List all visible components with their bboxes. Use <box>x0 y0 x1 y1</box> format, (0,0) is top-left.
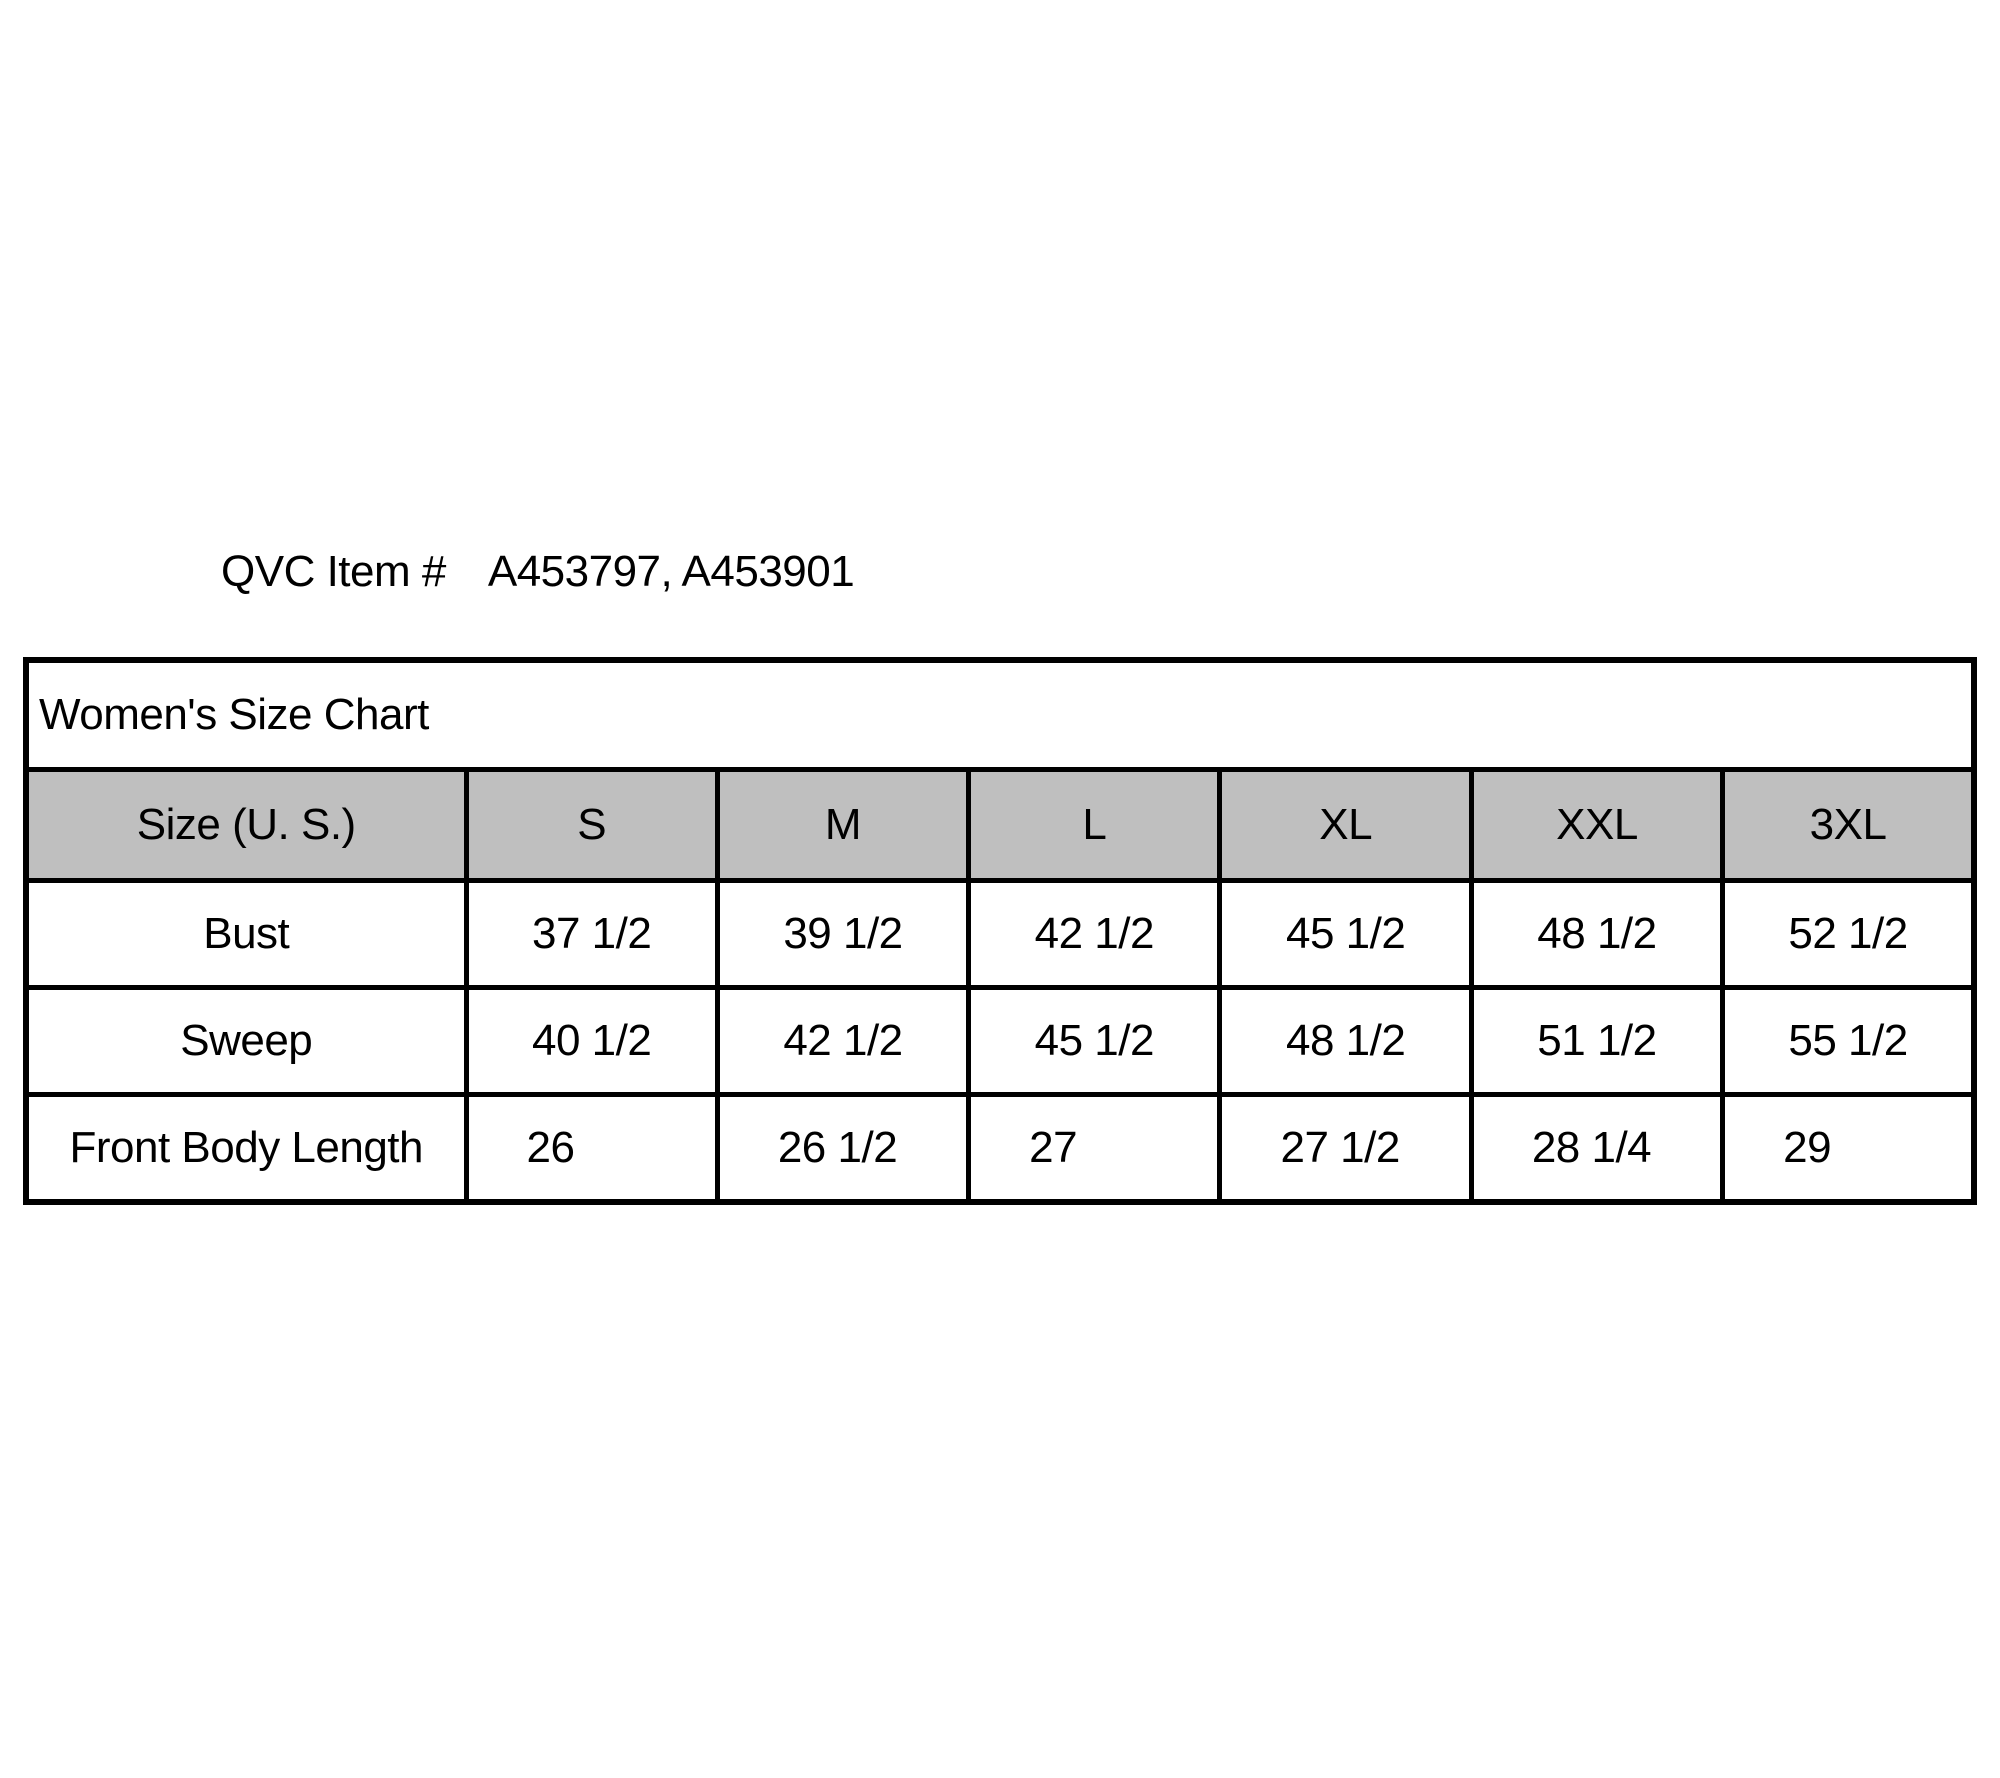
cell-bust-l: 42 1/2 <box>969 881 1220 988</box>
cell-front-body-length-xxl: 28 1/4 <box>1471 1095 1722 1203</box>
column-header-l: L <box>969 770 1220 881</box>
size-chart-table <box>23 657 1977 1205</box>
table-header-row <box>26 770 1974 881</box>
cell-front-body-length-3xl: 29 <box>1723 1095 1974 1203</box>
column-header-s: S <box>466 770 717 881</box>
column-header-xl: XL <box>1220 770 1471 881</box>
cell-front-body-length-s: 26 <box>466 1095 717 1203</box>
cell-bust-3xl: 52 1/2 <box>1723 881 1974 988</box>
table-row-front-body-length <box>26 1095 1974 1203</box>
column-header-3xl: 3XL <box>1723 770 1974 881</box>
item-number-label: QVC Item # <box>221 547 446 596</box>
cell-sweep-xxl: 51 1/2 <box>1471 988 1722 1095</box>
cell-bust-xxl: 48 1/2 <box>1471 881 1722 988</box>
table-row-bust <box>26 881 1974 988</box>
row-label-front-body-length: Front Body Length <box>26 1095 466 1203</box>
cell-sweep-s: 40 1/2 <box>466 988 717 1095</box>
column-header-size-us: Size (U. S.) <box>26 770 466 881</box>
cell-bust-m: 39 1/2 <box>717 881 968 988</box>
cell-bust-s: 37 1/2 <box>466 881 717 988</box>
cell-sweep-l: 45 1/2 <box>969 988 1220 1095</box>
table-row-sweep <box>26 988 1974 1095</box>
cell-sweep-3xl: 55 1/2 <box>1723 988 1974 1095</box>
cell-sweep-xl: 48 1/2 <box>1220 988 1471 1095</box>
item-number-values: A453797, A453901 <box>487 547 855 596</box>
table-title-row <box>26 660 1974 770</box>
table-title: Women's Size Chart <box>26 660 1974 770</box>
item-number-line <box>221 547 855 596</box>
cell-bust-xl: 45 1/2 <box>1220 881 1471 988</box>
column-header-m: M <box>717 770 968 881</box>
cell-sweep-m: 42 1/2 <box>717 988 968 1095</box>
row-label-bust: Bust <box>26 881 466 988</box>
cell-front-body-length-l: 27 <box>969 1095 1220 1203</box>
cell-front-body-length-m: 26 1/2 <box>717 1095 968 1203</box>
row-label-sweep: Sweep <box>26 988 466 1095</box>
column-header-xxl: XXL <box>1471 770 1722 881</box>
cell-front-body-length-xl: 27 1/2 <box>1220 1095 1471 1203</box>
